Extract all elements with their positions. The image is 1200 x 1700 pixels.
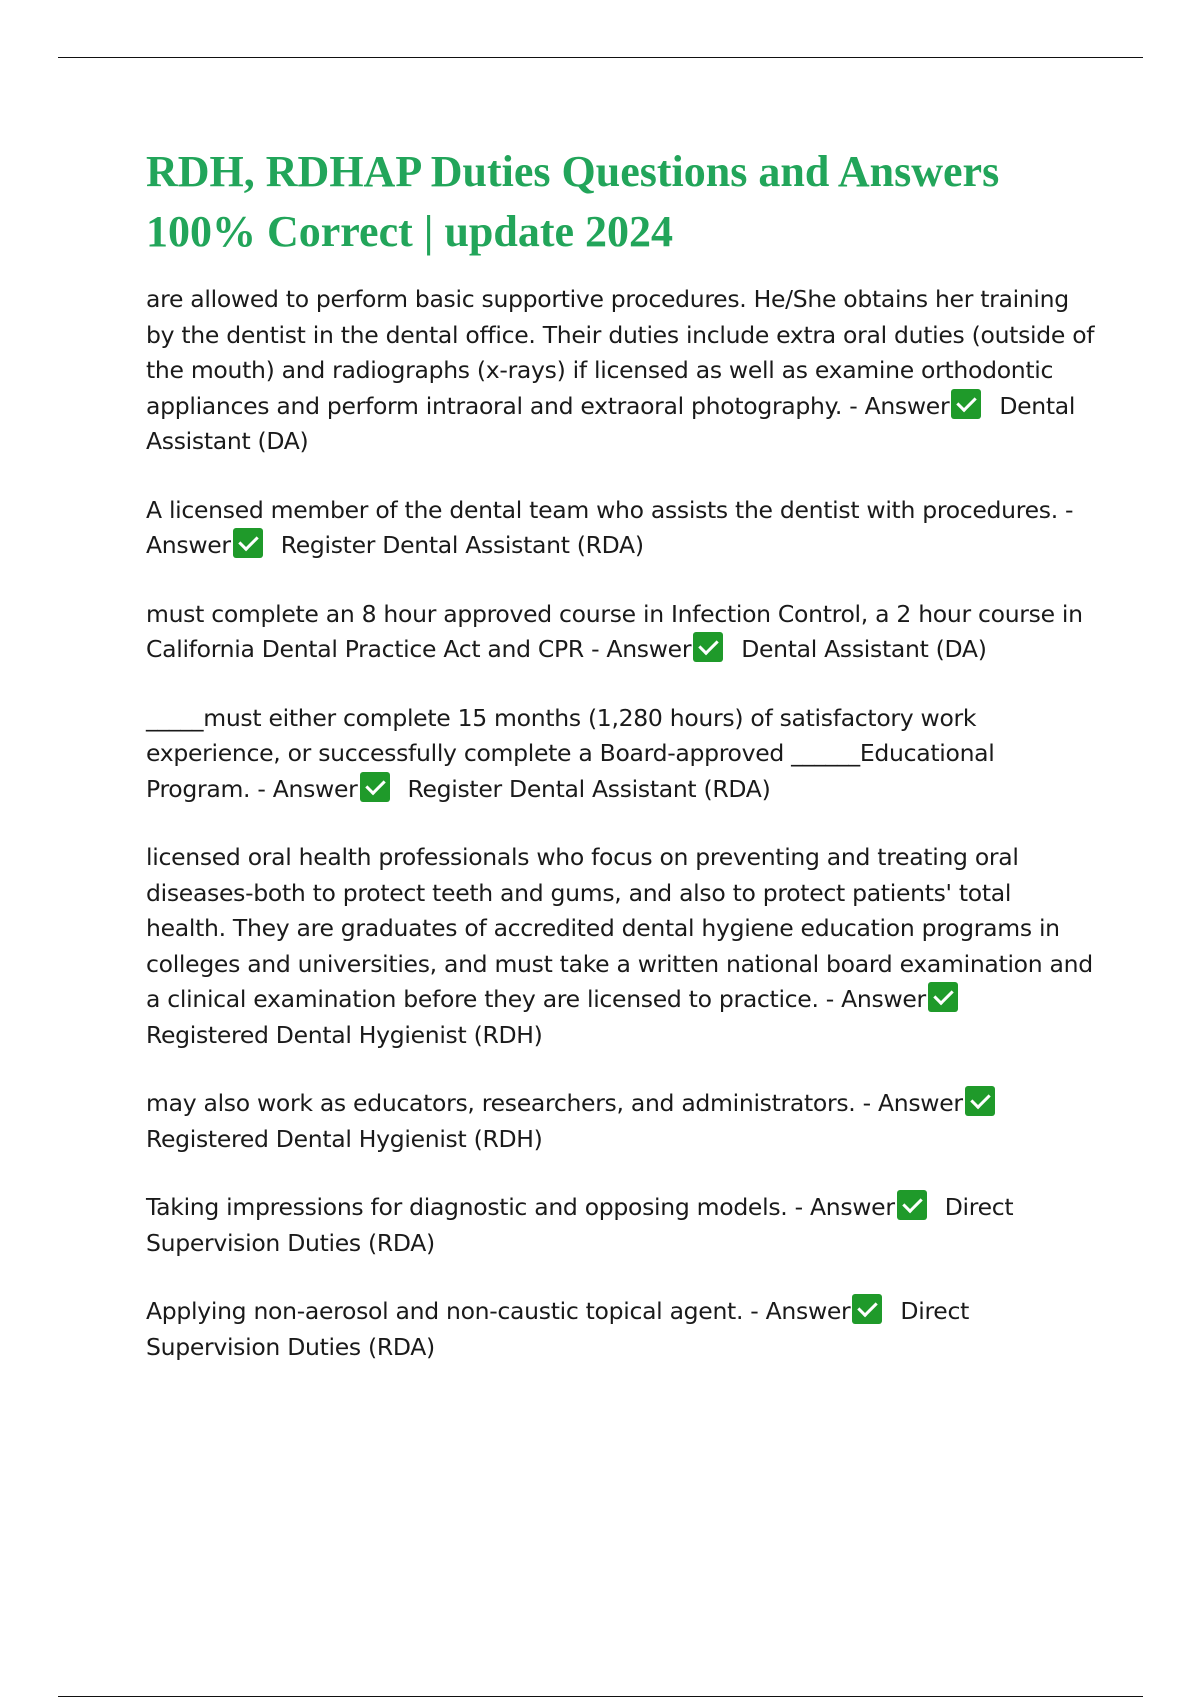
answer-text: Registered Dental Hygienist (RDH)	[146, 1124, 543, 1153]
question-text: are allowed to perform basic supportive procedures. He/She obtains her training by the dentist in the dental office. Their duties include extra oral duties (outside of the mouth) and radiographs (x-rays) if licensed as well as examine orthodontic appliances and perform intraoral and extraoral photography. - Answer	[146, 285, 1095, 420]
answer-text: Direct Supervision Duties (RDA)	[146, 1193, 1014, 1257]
answer-text: Direct Supervision Duties (RDA)	[146, 1297, 969, 1361]
check-mark-icon	[360, 772, 390, 802]
answer-text: Register Dental Assistant (RDA)	[407, 774, 771, 803]
qa-item	[146, 701, 1096, 808]
qa-item	[146, 840, 1096, 1053]
qa-item	[146, 1190, 1096, 1261]
top-rule	[58, 57, 1143, 58]
check-mark-icon	[897, 1190, 927, 1220]
answer-text: Dental Assistant (DA)	[146, 391, 1076, 455]
check-mark-icon	[693, 632, 723, 662]
qa-item	[146, 1294, 1096, 1365]
question-text: licensed oral health professionals who focus on preventing and treating oral diseases-both to protect teeth and gums, and also to protect patients' total health. They are graduates of accredited dental hygiene education programs in colleges and universities, and must take a written national board examination and a clinical examination before they are licensed to practice. - Answer	[146, 843, 1093, 1013]
question-text: Applying non-aerosol and non-caustic topical agent. - Answer	[146, 1297, 851, 1325]
question-text: A licensed member of the dental team who assists the dentist with procedures. - Answer	[146, 495, 1074, 559]
question-text: _____must either complete 15 months (1,280 hours) of satisfactory work experience, or successfully complete a Board-approved ______Educational Program. - Answer	[146, 703, 995, 803]
qa-item	[146, 1086, 1096, 1157]
question-text: may also work as educators, researchers, and administrators. - Answer	[146, 1089, 963, 1117]
question-text: must complete an 8 hour approved course in Infection Control, a 2 hour course in California Dental Practice Act and CPR - Answer	[146, 599, 1083, 663]
answer-text: Registered Dental Hygienist (RDH)	[146, 1020, 543, 1049]
check-mark-icon	[965, 1086, 995, 1116]
qa-item	[146, 597, 1096, 668]
qa-item	[146, 282, 1096, 460]
document-title: RDH, RDHAP Duties Questions and Answers 100% Correct | update 2024	[146, 147, 1000, 256]
answer-text: Dental Assistant (DA)	[741, 635, 987, 663]
check-mark-icon	[951, 389, 981, 419]
qa-item	[146, 493, 1096, 564]
qa-list	[146, 282, 1096, 1365]
document-body	[146, 142, 1096, 1398]
answer-text: Register Dental Assistant (RDA)	[280, 531, 644, 559]
bottom-rule	[58, 1696, 1143, 1697]
check-mark-icon	[233, 528, 263, 558]
check-mark-icon	[852, 1294, 882, 1324]
check-mark-icon	[928, 982, 958, 1012]
question-text: Taking impressions for diagnostic and opposing models. - Answer	[146, 1193, 895, 1221]
